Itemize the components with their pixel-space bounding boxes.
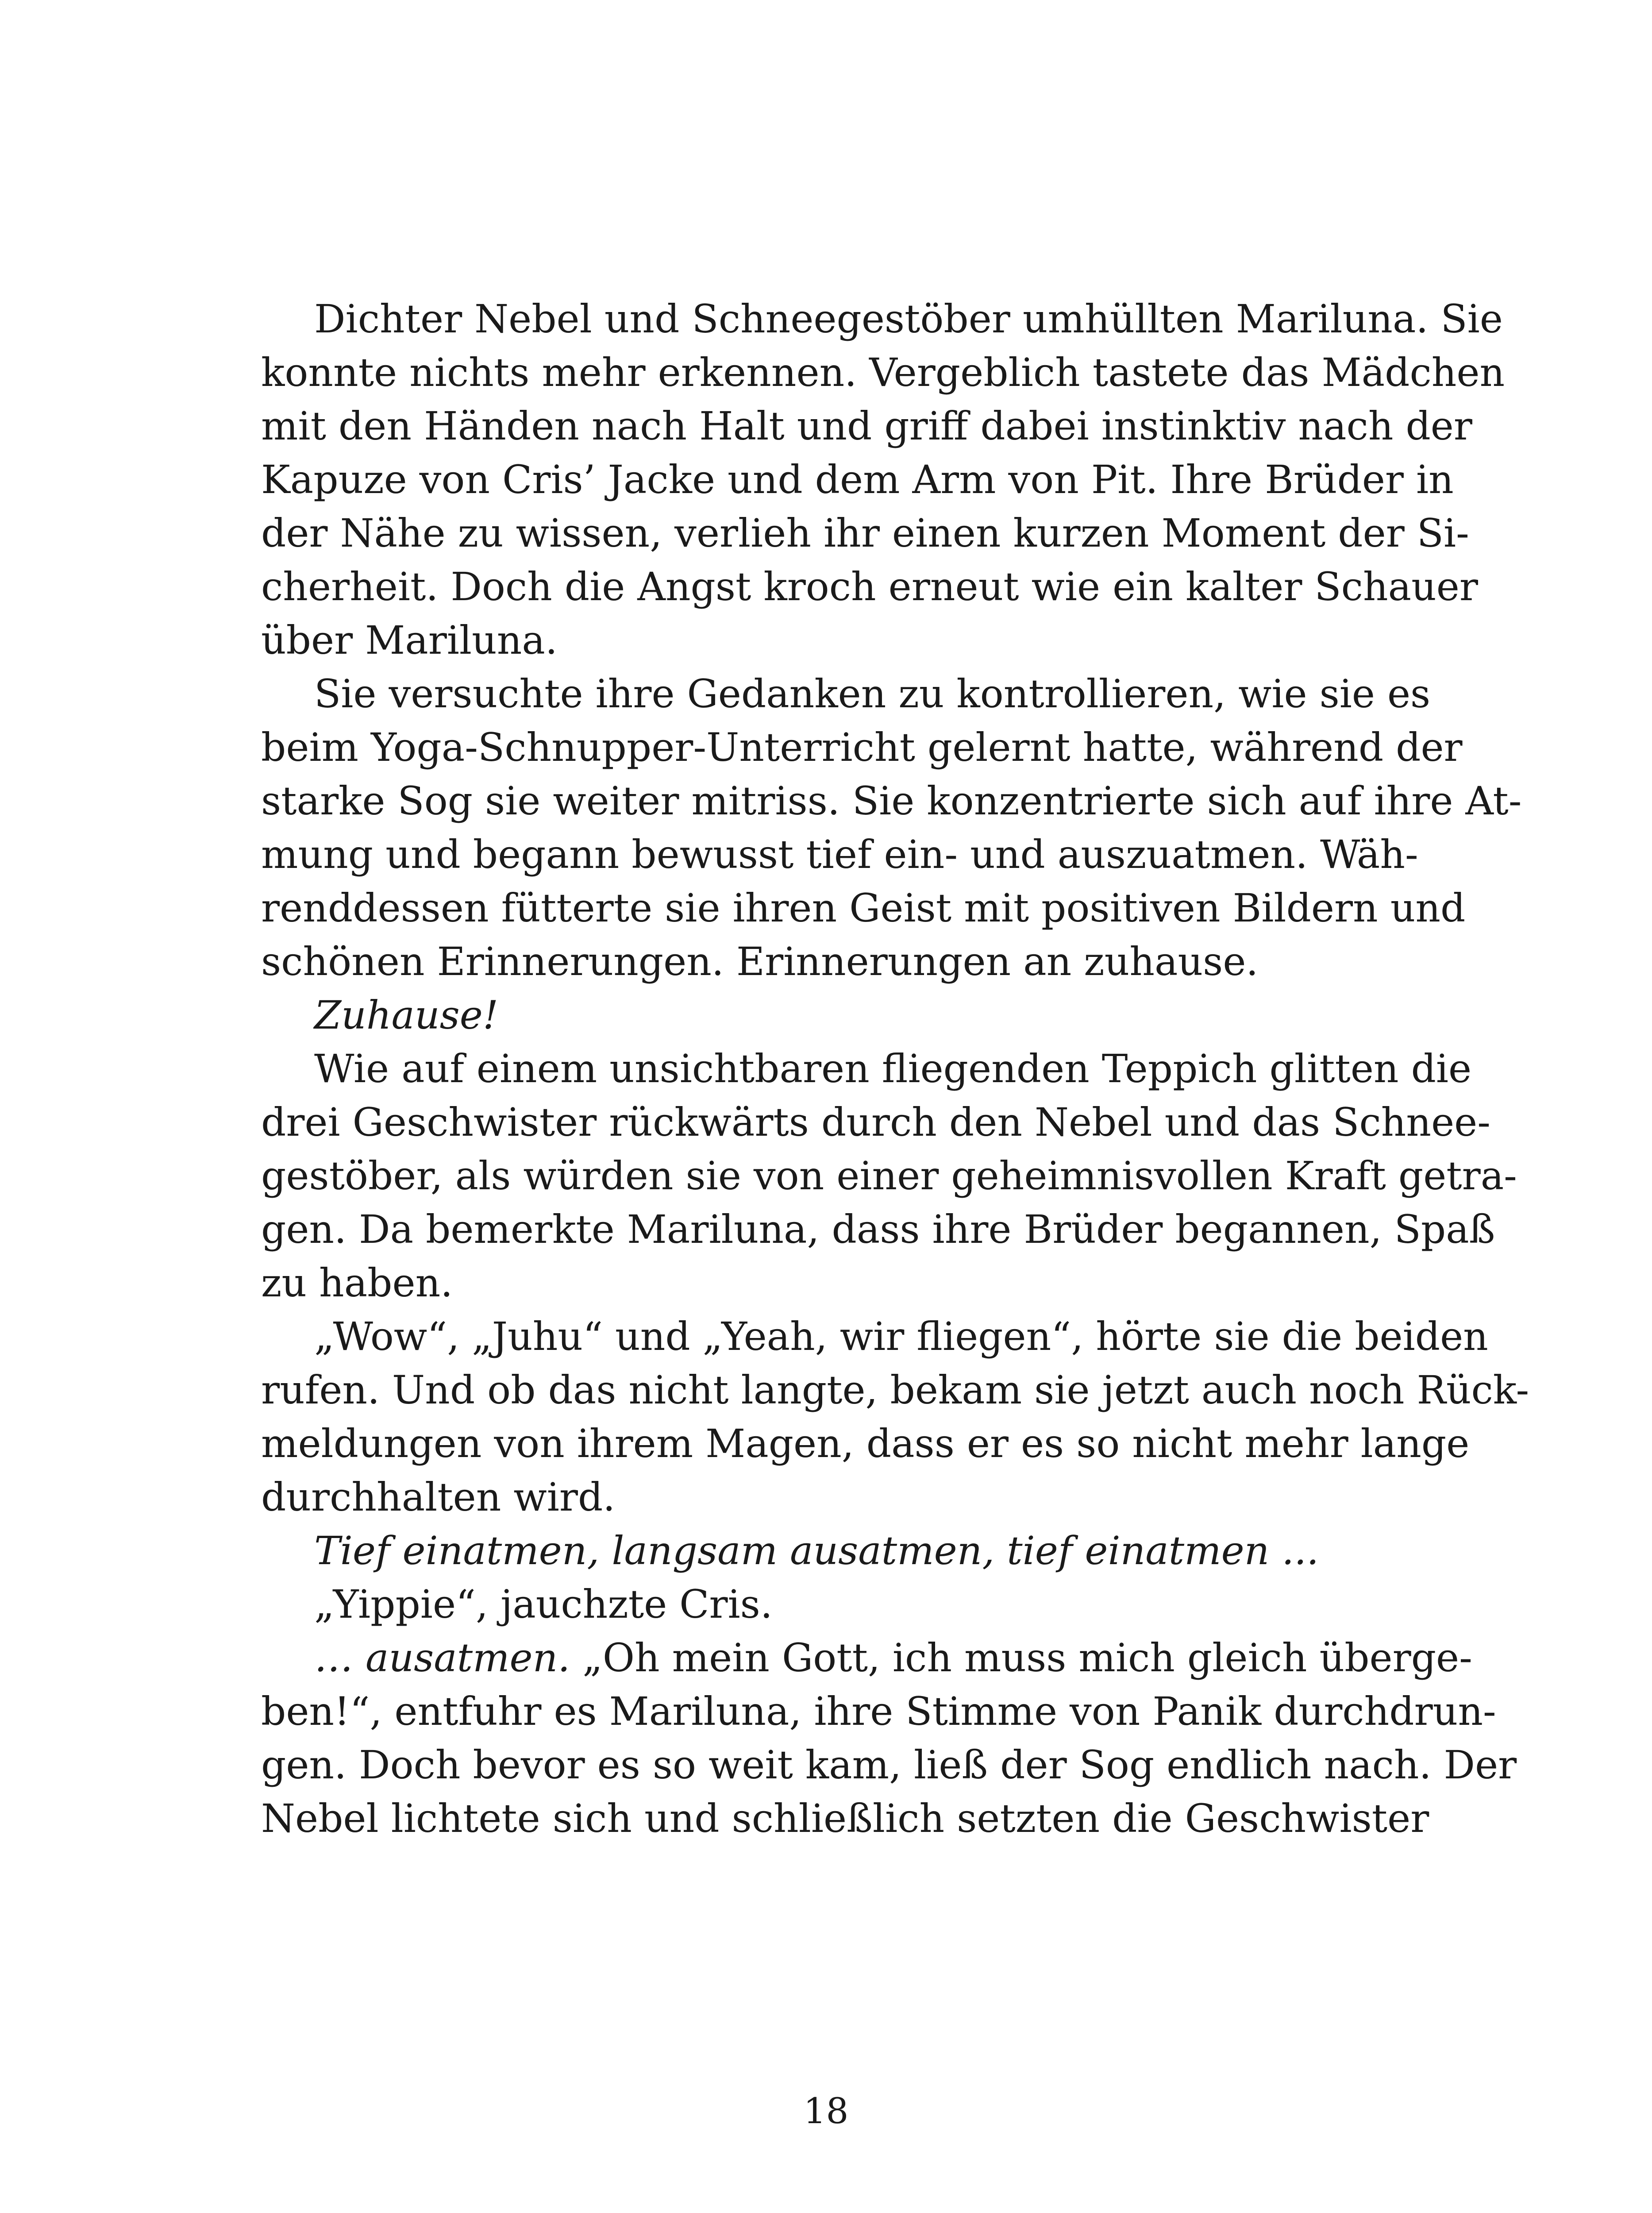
text-line-italic: Tief einatmen, langsam ausatmen, tief einatmen ... (314, 1528, 1319, 1573)
text-line: renddessen fütterte sie ihren Geist mit positiven Bildern und (261, 885, 1466, 931)
text-line: mit den Händen nach Halt und griff dabei instinktiv nach der (261, 403, 1472, 449)
text-line: meldungen von ihrem Magen, dass er es so nicht mehr lange (261, 1421, 1470, 1466)
text-line (261, 1631, 1472, 1685)
text-line: Wie auf einem unsichtbaren fliegenden Teppich glitten die (314, 1046, 1472, 1091)
text-line: zu haben. (261, 1260, 453, 1306)
line-rest: „Oh mein Gott, ich muss mich gleich überge- (570, 1635, 1472, 1681)
text-line: gen. Da bemerkte Mariluna, dass ihre Brüder begannen, Spaß (261, 1207, 1495, 1252)
text-line: konnte nichts mehr erkennen. Vergeblich tastete das Mädchen (261, 350, 1505, 395)
text-line: Nebel lichtete sich und schließlich setzten die Geschwister (261, 1796, 1429, 1841)
text-line: „Wow“, „Juhu“ und „Yeah, wir fliegen“, hörte sie die beiden (314, 1314, 1488, 1359)
text-line: durchhalten wird. (261, 1474, 616, 1520)
text-line: Sie versuchte ihre Gedanken zu kontrollieren, wie sie es (314, 671, 1431, 717)
text-line: drei Geschwister rückwärts durch den Nebel und das Schnee- (261, 1099, 1490, 1145)
page-number: 18 (803, 2090, 849, 2132)
text-line-italic: Zuhause! (314, 992, 499, 1038)
text-line: gestöber, als würden sie von einer geheimnisvollen Kraft getra- (261, 1153, 1517, 1199)
text-line: starke Sog sie weiter mitriss. Sie konzentrierte sich auf ihre At- (261, 778, 1522, 824)
body-text (261, 292, 1529, 1845)
italic-prefix: … ausatmen. (314, 1635, 570, 1681)
text-line: Kapuze von Cris’ Jacke und dem Arm von Pit. Ihre Brüder in (261, 457, 1454, 502)
text-line: mung und begann bewusst tief ein- und auszuatmen. Wäh- (261, 832, 1418, 877)
text-line: beim Yoga-Schnupper-Unterricht gelernt hatte, während der (261, 725, 1463, 770)
text-line: rufen. Und ob das nicht langte, bekam sie jetzt auch noch Rück- (261, 1367, 1529, 1413)
text-line: über Mariluna. (261, 617, 558, 663)
text-line: „Yippie“, jauchzte Cris. (314, 1581, 773, 1627)
text-line: Dichter Nebel und Schneegestöber umhüllten Mariluna. Sie (314, 296, 1503, 342)
text-line: schönen Erinnerungen. Erinnerungen an zuhause. (261, 939, 1259, 984)
text-line: der Nähe zu wissen, verlieh ihr einen kurzen Moment der Si- (261, 510, 1469, 556)
text-line: ben!“, entfuhr es Mariluna, ihre Stimme von Panik durchdrun- (261, 1689, 1496, 1734)
text-line: gen. Doch bevor es so weit kam, ließ der Sog endlich nach. Der (261, 1742, 1517, 1788)
text-line: cherheit. Doch die Angst kroch erneut wie ein kalter Schauer (261, 564, 1478, 609)
